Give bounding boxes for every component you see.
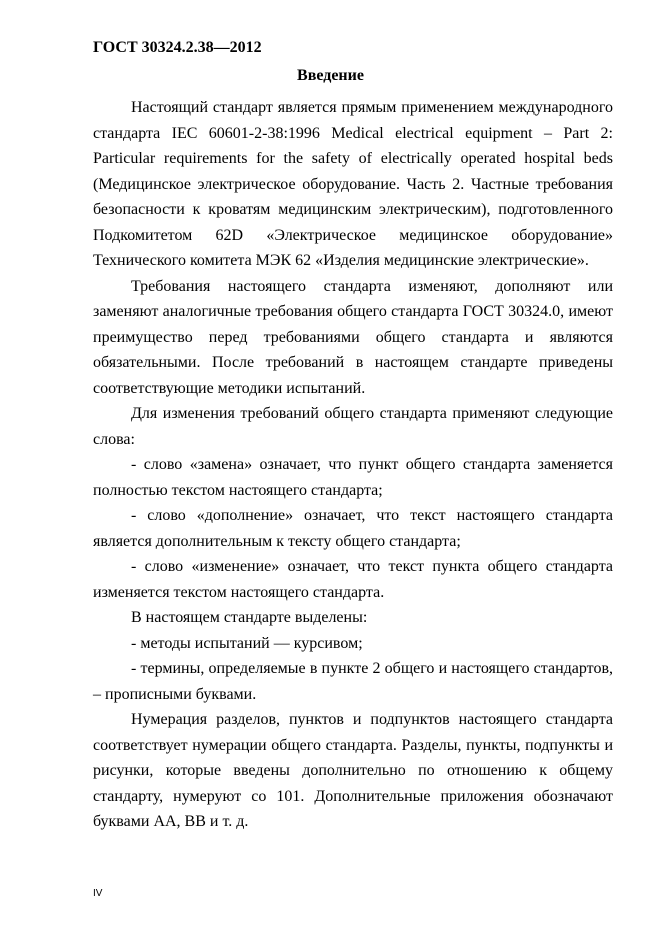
- section-title: Введение: [297, 67, 364, 84]
- paragraph: - слово «замена» означает, что пункт общего стандарта заменяется полностью текстом настоящего стандарта;: [93, 456, 613, 499]
- paragraph: Нумерация разделов, пунктов и подпунктов настоящего стандарта соответствует нумерации общего стандарта. Разделы, пункты, подпункты и рисунки, которые введены дополнительно по отношению к общему стандарту, нумеруют со 101. Дополнительные приложения обозначают буквами АА, ВВ и т. д.: [93, 711, 613, 830]
- paragraph: Требования настоящего стандарта изменяют, дополняют или заменяют аналогичные требования общего стандарта ГОСТ 30324.0, имеют преимущество перед требованиями общего стандарта и являются обязательными. После требований в настоящем стандарте приведены соответствующие методики испытаний.: [93, 277, 613, 397]
- page-number: IV: [93, 888, 103, 899]
- paragraph: - слово «дополнение» означает, что текст настоящего стандарта является дополнительным к тексту общего стандарта;: [93, 507, 613, 550]
- paragraph: В настоящем стандарте выделены:: [131, 609, 368, 626]
- paragraph: - методы испытаний — курсивом;: [131, 634, 363, 652]
- document-header: ГОСТ 30324.2.38—2012: [93, 39, 262, 56]
- paragraph: Для изменения требований общего стандарта применяют следующие слова:: [93, 405, 613, 448]
- paragraph: - термины, определяемые в пункте 2 общего и настоящего стандартов, – прописными буквами.: [93, 660, 613, 703]
- body-text: [93, 95, 613, 835]
- paragraph: Настоящий стандарт является прямым применением международного стандарта IEC 60601-2-38:1996 Medical electrical equipment – Part 2: Particular requirements for the safety of electrically operated hospital beds (Медицинское электрическое оборудование. Часть 2. Частные требования безопасности к кроватям медицинским электрическим), подготовленного Подкомитетом 62D «Электрическое медицинское оборудование» Технического комитета МЭК 62 «Изделия медицинские электрические».: [93, 99, 613, 269]
- paragraph: - слово «изменение» означает, что текст пункта общего стандарта изменяется текстом настоящего стандарта.: [93, 558, 613, 601]
